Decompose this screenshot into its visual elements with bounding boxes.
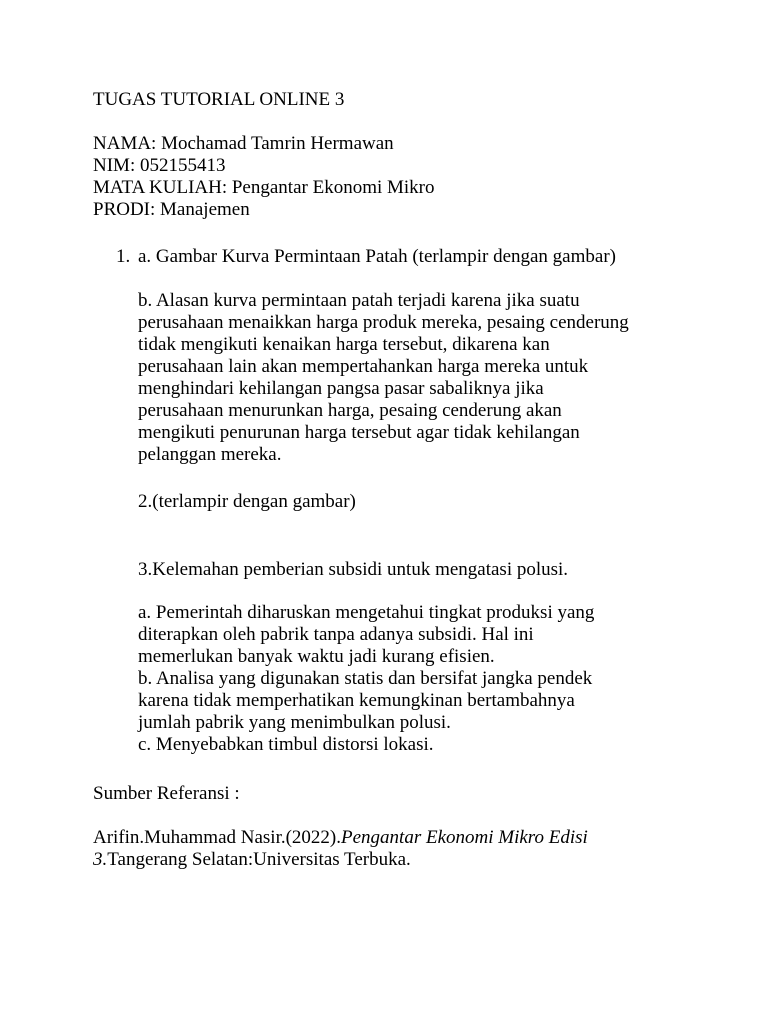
question1-number: 1. bbox=[116, 246, 131, 267]
identity-program: PRODI: Manajemen bbox=[93, 199, 250, 220]
identity-name: NAMA: Mochamad Tamrin Hermawan bbox=[93, 133, 394, 154]
references-heading: Sumber Referansi : bbox=[93, 783, 240, 804]
document-title: TUGAS TUTORIAL ONLINE 3 bbox=[93, 89, 345, 110]
question3-line: c. Menyebabkan timbul distorsi lokasi. bbox=[138, 734, 434, 755]
question3-line: a. Pemerintah diharuskan mengetahui tingkat produksi yang bbox=[138, 602, 595, 623]
question1-part-b-line: perusahaan menurunkan harga, pesaing cenderung akan bbox=[138, 400, 562, 421]
question1-part-b-line: pelanggan mereka. bbox=[138, 444, 282, 465]
reference-publisher: Tangerang Selatan:Universitas Terbuka. bbox=[107, 849, 411, 870]
question1-part-b-line: perusahaan menaikkan harga produk mereka, pesaing cenderung bbox=[138, 312, 629, 333]
question3-line: karena tidak memperhatikan kemungkinan bertambahnya bbox=[138, 690, 575, 711]
reference-book-title: Pengantar Ekonomi Mikro Edisi bbox=[341, 827, 588, 848]
reference-edition: 3. bbox=[93, 849, 108, 870]
question3-line: diterapkan oleh pabrik tanpa adanya subsidi. Hal ini bbox=[138, 624, 534, 645]
reference-line-2 bbox=[93, 849, 411, 871]
question1-part-b-line: tidak mengikuti kenaikan harga tersebut, dikarena kan bbox=[138, 334, 550, 355]
question1-part-b-line: mengikuti penurunan harga tersebut agar tidak kehilangan bbox=[138, 422, 580, 443]
question3-heading: 3.Kelemahan pemberian subsidi untuk mengatasi polusi. bbox=[138, 559, 569, 580]
reference-line-1 bbox=[93, 827, 588, 849]
question1-part-a: a. Gambar Kurva Permintaan Patah (terlampir dengan gambar) bbox=[138, 246, 616, 267]
question1-part-b-line: b. Alasan kurva permintaan patah terjadi karena jika suatu bbox=[138, 290, 580, 311]
question2-text: 2.(terlampir dengan gambar) bbox=[138, 491, 356, 512]
question3-line: jumlah pabrik yang menimbulkan polusi. bbox=[138, 712, 451, 733]
question1-part-b-line: menghindari kehilangan pangsa pasar sabaliknya jika bbox=[138, 378, 544, 399]
question3-line: b. Analisa yang digunakan statis dan bersifat jangka pendek bbox=[138, 668, 593, 689]
identity-nim: NIM: 052155413 bbox=[93, 155, 226, 176]
question3-line: memerlukan banyak waktu jadi kurang efisien. bbox=[138, 646, 495, 667]
reference-author-year: Arifin.Muhammad Nasir.(2022). bbox=[93, 827, 342, 848]
question1-part-b-line: perusahaan lain akan mempertahankan harga mereka untuk bbox=[138, 356, 589, 377]
identity-course: MATA KULIAH: Pengantar Ekonomi Mikro bbox=[93, 177, 435, 198]
